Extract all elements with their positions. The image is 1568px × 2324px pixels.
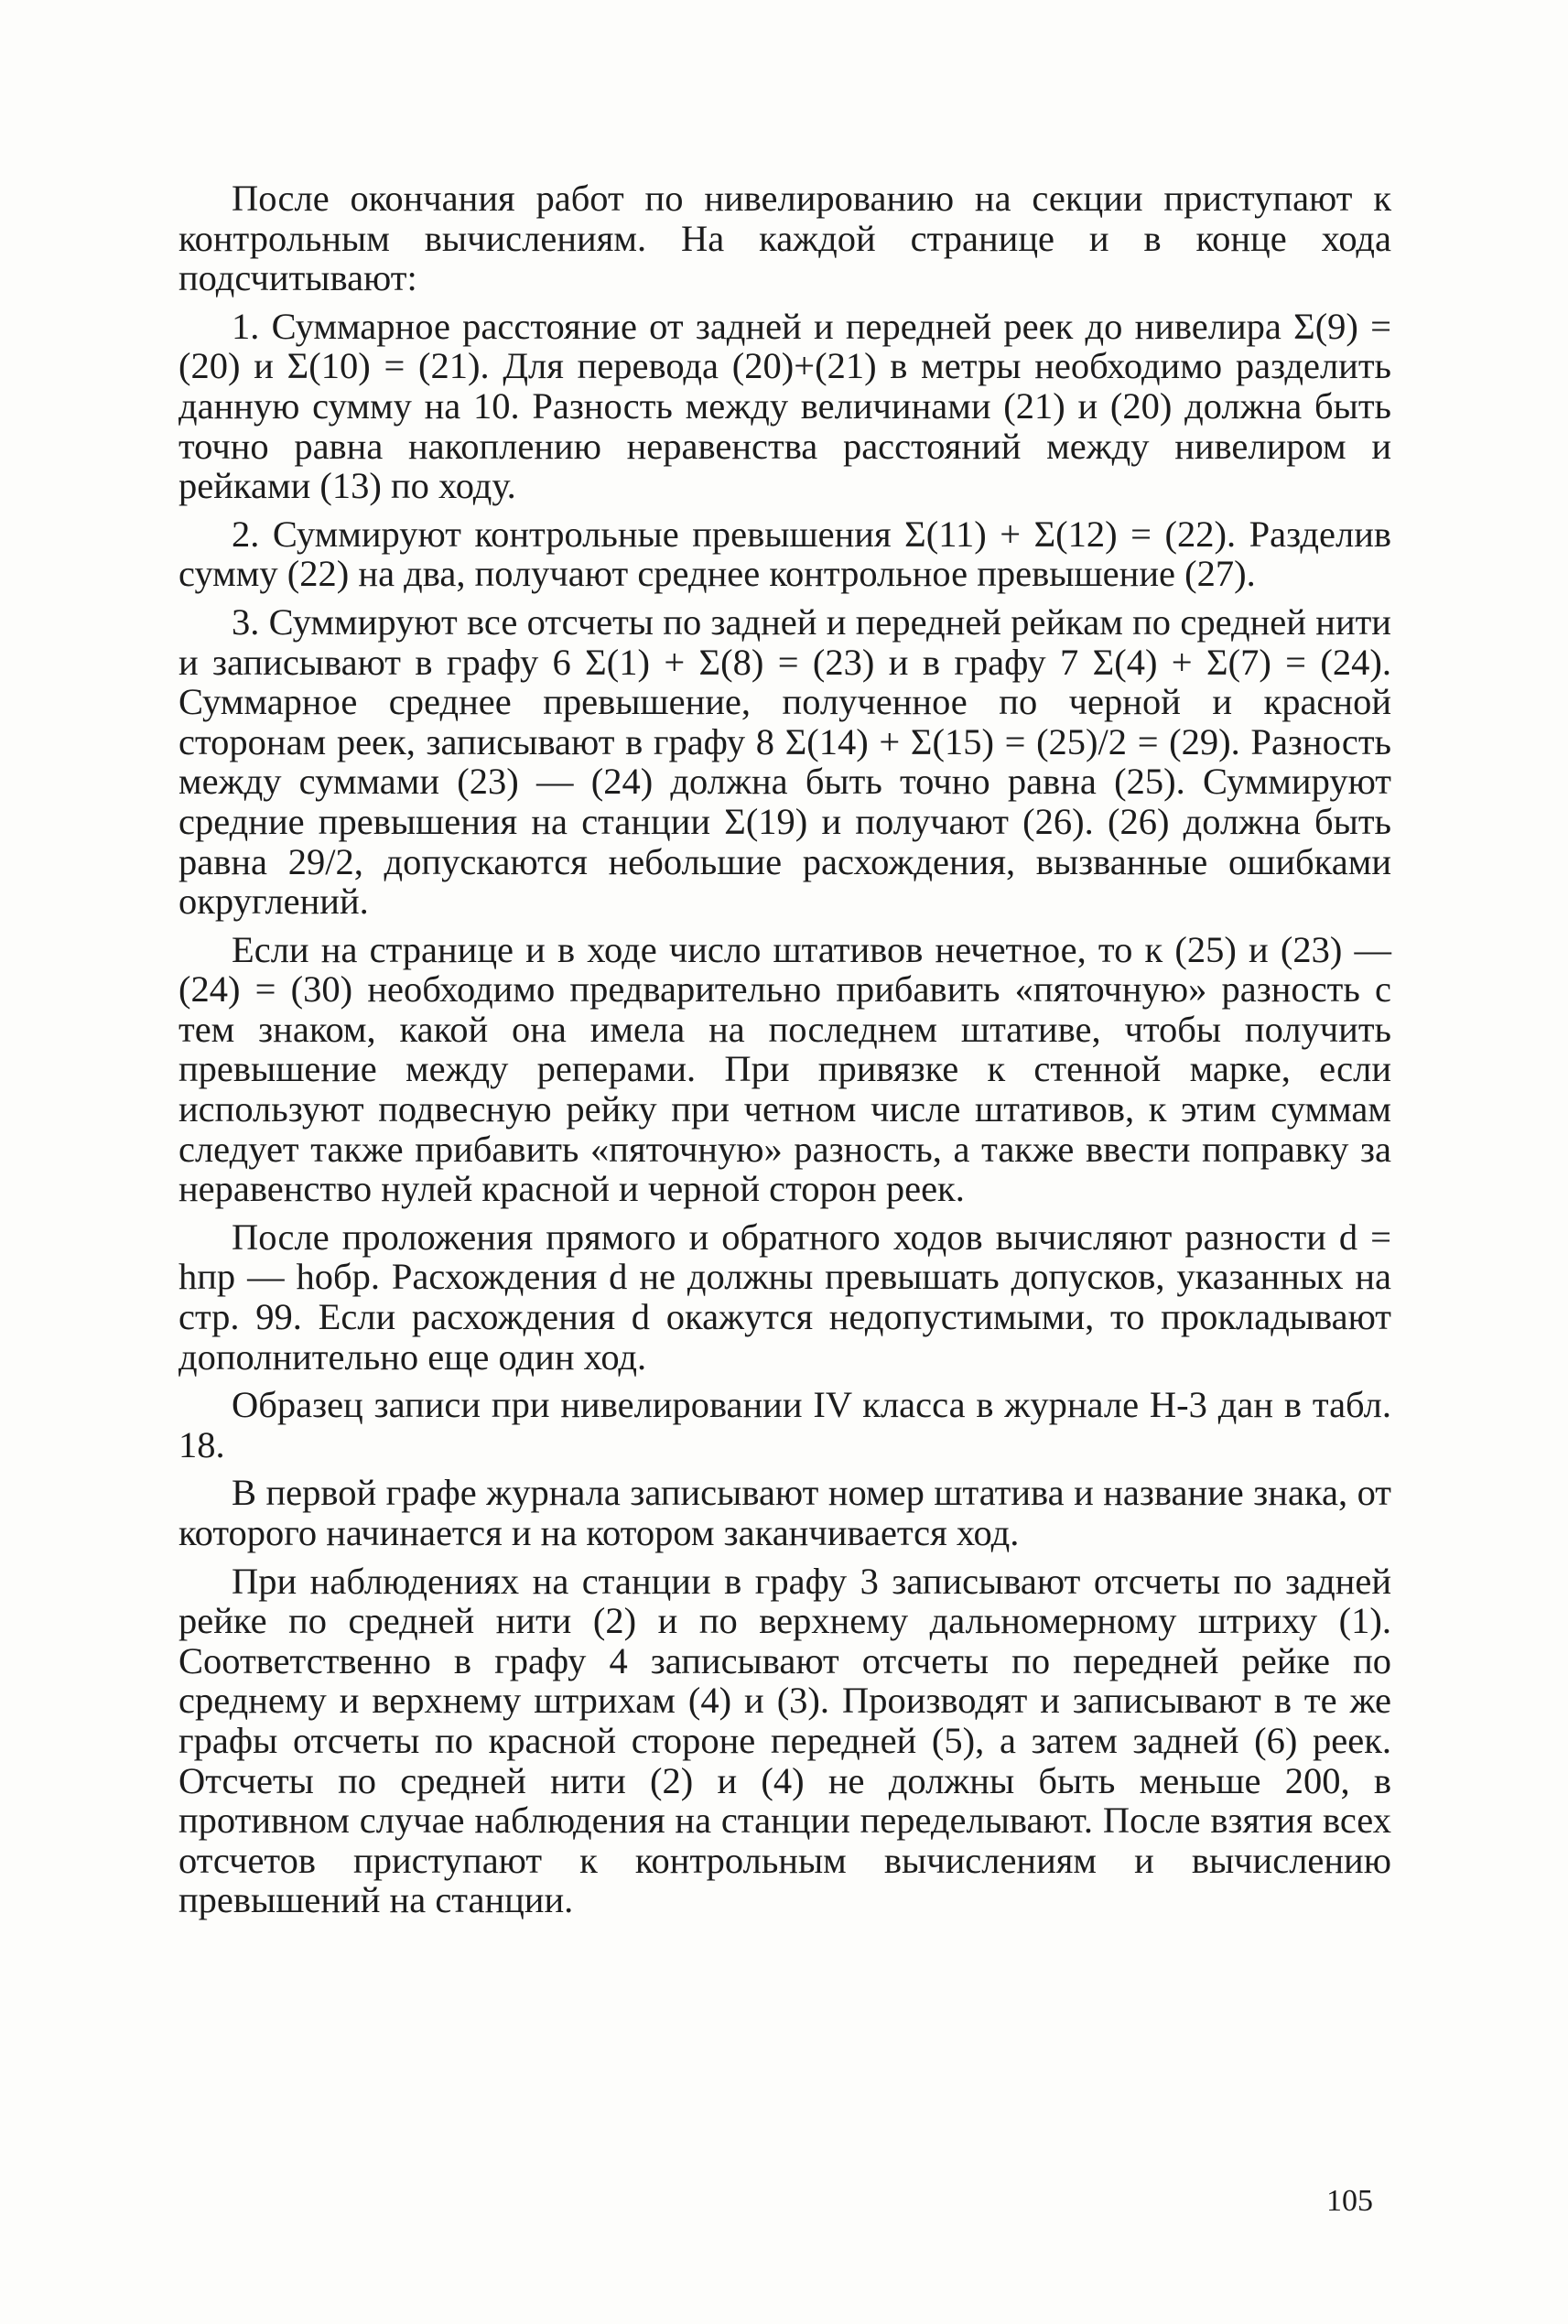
body-text [178, 178, 1391, 1920]
paragraph-odd-stations: Если на странице и в ходе число штативов нечетное, то к (25) и (23) — (24) = (30) необходимо предварительно прибавить «пяточную» разность с тем знаком, какой она имела на последнем штативе, чтобы получить превышение между реперами. При привязке к стенной марке, если используют подвесную рейку при четном числе штативов, к этим суммам следует также прибавить «пяточную» разность, а также ввести поправку за неравенство нулей красной и черной сторон реек. [178, 928, 1391, 1210]
paragraph-item-3: 3. Суммируют все отсчеты по задней и передней рейкам по средней нити и записывают в графу 6 Σ(1) + Σ(8) = (23) и в графу 7 Σ(4) + Σ(7) = (24). Суммарное среднее превышение, полученное по черной и красной сторонам реек, записывают в графу 8 Σ(14) + Σ(15) = (25)/2 = (29). Разность между суммами (23) — (24) должна быть точно равна (25). Суммируют средние превышения на станции Σ(19) и получают (26). (26) должна быть равна 29/2, допускаются небольшие расхождения, вызванные ошибками округлений. [178, 600, 1391, 923]
paragraph-intro: После окончания работ по нивелированию на секции приступают к контрольным вычислениям. На каждой странице и в конце хода подсчитывают: [178, 178, 1391, 299]
paragraph-discrepancies: После проложения прямого и обратного ходов вычисляют разности d = hпр — hобр. Расхождения d не должны превышать допусков, указанных на стр. 99. Если расхождения d окажутся недопустимыми, то прокладывают дополнительно еще один ход. [178, 1216, 1391, 1378]
paragraph-item-2: 2. Суммируют контрольные превышения Σ(11) + Σ(12) = (22). Разделив сумму (22) на два, получают среднее контрольное превышение (27). [178, 513, 1391, 595]
paragraph-item-1: 1. Суммарное расстояние от задней и передней реек до нивелира Σ(9) = (20) и Σ(10) = (21). Для перевода (20)+(21) в метры необходимо разделить данную сумму на 10. Разность между величинами (21) и (20) должна быть точно равна накоплению неравенства расстояний между нивелиром и рейками (13) по ходу. [178, 305, 1391, 507]
paragraph-station-observations: При наблюдениях на станции в графу 3 записывают отсчеты по задней рейке по средней нити (2) и по верхнему дальномерному штриху (1). Соответственно в графу 4 записывают отсчеты по передней рейке по среднему и верхнему штрихам (4) и (3). Производят и записывают в те же графы отсчеты по красной стороне передней (5), а затем задней (6) реек. Отсчеты по средней нити (2) и (4) не должны быть меньше 200, в противном случае наблюдения на станции переделывают. После взятия всех отсчетов приступают к контрольным вычислениям и вычислению превышений на станции. [178, 1560, 1391, 1921]
page-number: 105 [1326, 2184, 1373, 2218]
paragraph-first-column: В первой графе журнала записывают номер штатива и название знака, от которого начинается и на котором заканчивается ход. [178, 1472, 1391, 1553]
paragraph-sample-reference: Образец записи при нивелировании IV класса в журнале Н-3 дан в табл. 18. [178, 1384, 1391, 1465]
